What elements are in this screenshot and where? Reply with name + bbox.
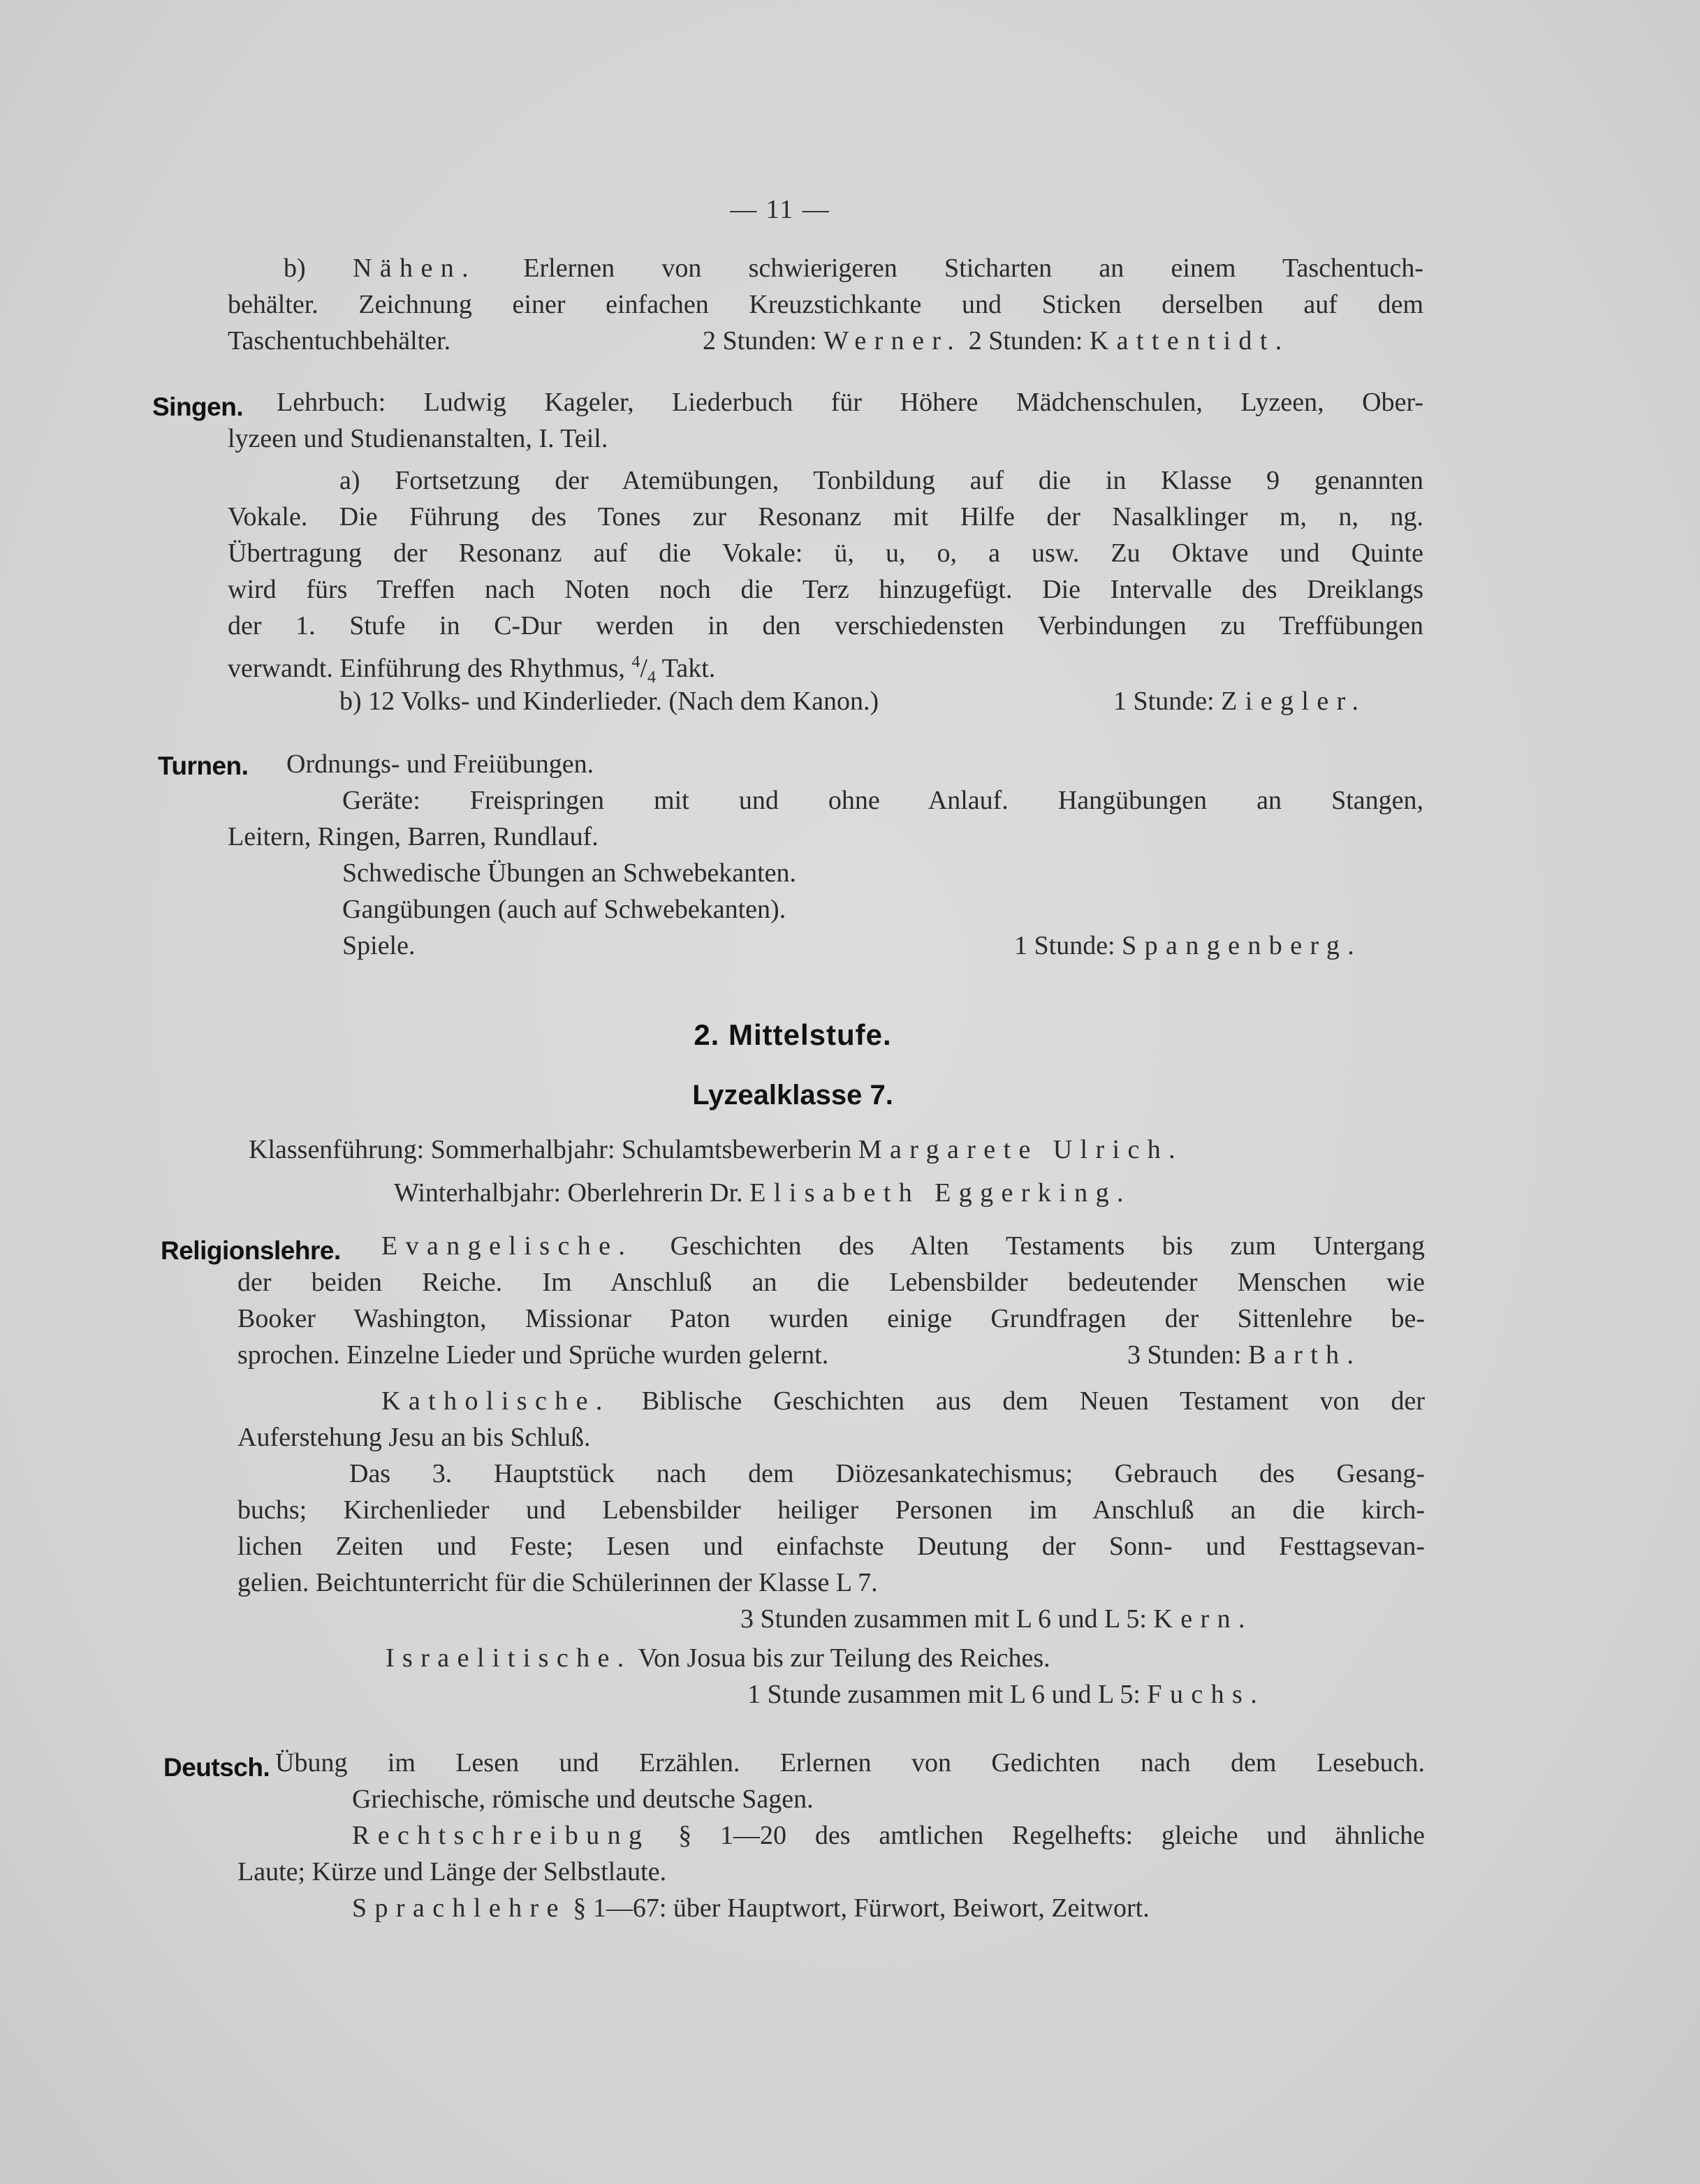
turnen-line-3: Leitern, Ringen, Barren, Rundlauf. (228, 822, 599, 851)
section-title: 2. Mittelstufe. (694, 1018, 892, 1051)
religion-ev-line-4: sprochen. Einzelne Lieder und Sprüche wurden gelernt. 3 Stunden: Barth. (237, 1340, 1362, 1370)
naehen-line-3: Taschentuchbehälter. 2 Stunden: Werner. 2 Stunden: Kattentidt. (228, 326, 1290, 356)
religion-kath-line-3: Das 3. Hauptstück nach dem Diözesankatechismus; Gebrauch des Gesang- (349, 1459, 1425, 1488)
turnen-line-6: Spiele. 1 Stunde: Spangenberg. (342, 931, 1363, 960)
page-number: — 11 — (730, 195, 830, 224)
religion-ev-line-2: der beiden Reiche. Im Anschluß an die Lebensbilder bedeutender Menschen wie (237, 1268, 1425, 1297)
turnen-line-2: Geräte: Freispringen mit und ohne Anlauf. Hangübungen an Stangen, (342, 786, 1423, 815)
deutsch-line-4: Laute; Kürze und Länge der Selbstlaute. (237, 1857, 667, 1886)
class-title: Lyzealklasse 7. (692, 1080, 893, 1111)
singen-section (228, 384, 1423, 719)
turnen-line-1: Ordnungs- und Freiübungen. (286, 749, 594, 779)
religion-isr-line-1: Israelitische. Von Josua bis zur Teilung des Reiches. (386, 1643, 1050, 1673)
singen-heading: Singen. (152, 393, 244, 421)
religion-kath-line-2: Auferstehung Jesu an bis Schluß. (237, 1423, 591, 1452)
religion-kath-hours: 3 Stunden zusammen mit L 6 und L 5: Kern. (740, 1604, 1253, 1634)
religion-section (237, 1228, 1425, 1713)
turnen-section (228, 746, 1423, 964)
deutsch-line-2: Griechische, römische und deutsche Sagen. (352, 1784, 814, 1814)
singen-a-line-3: Übertragung der Resonanz auf die Vokale: ü, u, o, a usw. Zu Oktave und Quinte (228, 538, 1423, 568)
turnen-line-5: Gangübungen (auch auf Schwebekanten). (342, 895, 786, 924)
deutsch-line-3: Rechtschreibung § 1—20 des amtlichen Regelhefts: gleiche und ähnliche (352, 1821, 1425, 1850)
religion-ev-line-1: Evangelische. Geschichten des Alten Testaments bis zum Untergang (381, 1231, 1425, 1261)
singen-b-line: b) 12 Volks- und Kinderlieder. (Nach dem Kanon.) 1 Stunde: Ziegler. (339, 687, 1367, 716)
naehen-section (228, 250, 1423, 359)
singen-a-line-6: verwandt. Einführung des Rhythmus, $^4/_4$ Takt. (228, 653, 716, 687)
naehen-line-2: behälter. Zeichnung einer einfachen Kreuzstichkante und Sticken derselben auf dem (228, 290, 1423, 319)
deutsch-section (237, 1745, 1425, 1926)
singen-line-1: Lehrbuch: Ludwig Kageler, Liederbuch für Höhere Mädchenschulen, Lyzeen, Ober- (277, 388, 1423, 417)
deutsch-line-5: Sprachlehre § 1—67: über Hauptwort, Fürwort, Beiwort, Zeitwort. (352, 1893, 1150, 1923)
turnen-heading: Turnen. (158, 752, 249, 780)
religion-ev-line-3: Booker Washington, Missionar Paton wurden einige Grundfragen der Sittenlehre be- (237, 1304, 1425, 1333)
religion-heading: Religionslehre. (161, 1236, 341, 1265)
naehen-line-1: b) Nähen. Erlernen von schwierigeren Sticharten an einem Taschentuch- (284, 254, 1424, 283)
singen-a-line-1: a) Fortsetzung der Atemübungen, Tonbildung auf die in Klasse 9 genannten (339, 466, 1423, 495)
singen-a-line-5: der 1. Stufe in C-Dur werden in den verschiedensten Verbindungen zu Treffübungen (228, 611, 1423, 640)
singen-line-2: lyzeen und Studienanstalten, I. Teil. (228, 424, 608, 453)
klassenfuehrung-winter: Winterhalbjahr: Oberlehrerin Dr. Elisabeth Eggerking. (394, 1178, 1131, 1208)
klassenfuehrung-summer: Klassenführung: Sommerhalbjahr: Schulamtsbewerberin Margarete Ulrich. (249, 1135, 1184, 1164)
religion-kath-line-5: lichen Zeiten und Feste; Lesen und einfachste Deutung der Sonn- und Festtagsevan- (237, 1532, 1425, 1561)
singen-a-line-4: wird fürs Treffen nach Noten noch die Terz hinzugefügt. Die Intervalle des Dreiklangs (228, 575, 1423, 604)
religion-kath-line-6: gelien. Beichtunterricht für die Schülerinnen der Klasse L 7. (237, 1568, 878, 1597)
turnen-line-4: Schwedische Übungen an Schwebekanten. (342, 858, 797, 888)
deutsch-heading: Deutsch. (163, 1753, 270, 1782)
deutsch-line-1: Übung im Lesen und Erzählen. Erlernen von Gedichten nach dem Lesebuch. (275, 1748, 1425, 1778)
religion-kath-line-1: Katholische. Biblische Geschichten aus dem Neuen Testament von der (381, 1386, 1425, 1416)
religion-isr-hours: 1 Stunde zusammen mit L 6 und L 5: Fuchs. (747, 1680, 1266, 1709)
religion-kath-line-4: buchs; Kirchenlieder und Lebensbilder heiliger Personen im Anschluß an die kirch- (237, 1495, 1425, 1525)
singen-a-line-2: Vokale. Die Führung des Tones zur Resonanz mit Hilfe der Nasalklinger m, n, ng. (228, 502, 1423, 532)
